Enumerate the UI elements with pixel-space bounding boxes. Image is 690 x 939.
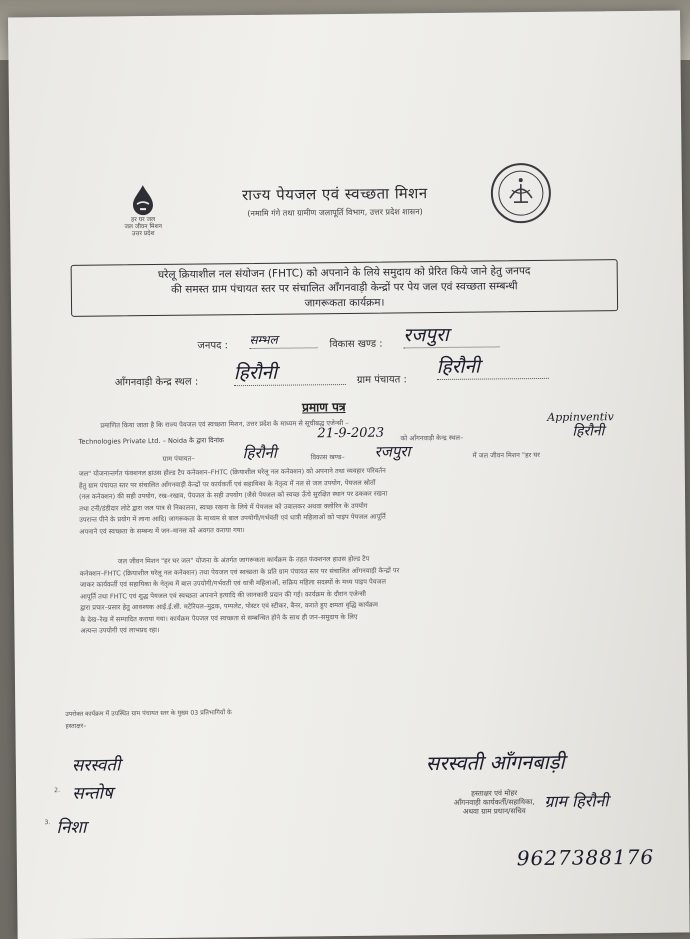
p1-line-3a: ग्राम पंचायत– — [162, 454, 195, 463]
worker-helper-label: आँगनवाड़ी कार्यकर्ती/सहायिका, — [453, 797, 535, 807]
block-value: रजपुरा — [403, 320, 499, 348]
pradhan-secretary-label: अथवा ग्राम प्रधान/सचिव — [462, 806, 526, 816]
participant-2-number: 2. — [54, 787, 61, 795]
anganwadi-signature: सरस्वती आँगनबाड़ी — [425, 749, 565, 776]
p2-line: कनेक्शन–FHTC (क्रियाशील घरेलू नल कनेक्शन) तथा पेयजल एवं स्वच्छता के प्रति ग्राम पंचायत स्तर पर संचालित आँगनवाड़ी केन्द्रों पर — [79, 565, 400, 578]
p1-line-2a: Technologies Private Ltd. – Noida के द्वारा दिनांक — [78, 436, 224, 446]
p2-line: अत्यन्त उपयोगी एवं लाभप्रद रहा। — [80, 625, 160, 635]
phone-number-handwritten: 9627388176 — [516, 844, 655, 871]
mission-title: राज्य पेयजल एवं स्वच्छता मिशन — [242, 184, 428, 205]
mission-subtitle: (नमामि गंगे तथा ग्रामीण जलापूर्ति विभाग, उत्तर प्रदेश शासन) — [247, 207, 423, 219]
certificate-title: प्रमाण पत्र — [302, 400, 346, 415]
certificate-document — [8, 10, 690, 939]
centre-handwritten: हिरौनी — [572, 423, 605, 440]
notice-line-1: घरेलू क्रियाशील नल संयोजन (FHTC) को अपनाने के लिये समुदाय को प्रेरित किये जाने हेतु जनपद — [157, 265, 531, 281]
p1-line-1: प्रमाणित किया जाता है कि राज्य पेयजल एवं स्वच्छता मिशन, उत्तर प्रदेश के माध्यम से सूचीबद्ध एजेन्सी – — [100, 418, 349, 430]
p2-line: आपूर्ति तथा FHTC एवं शुद्ध पेयजल एवं स्वच्छता अपनाने इत्यादि की जानकारी प्रदान की गई। कार्यक्रम के दौरान एजेन्सी — [80, 589, 367, 601]
participant-2-signature: सन्तोष — [72, 783, 113, 804]
paragraph-2 — [80, 551, 629, 637]
signature-and-seal-label: हस्ताक्षर एवं मोहर — [471, 788, 518, 798]
notice-line-3: जागरूकता कार्यक्रम। — [304, 296, 385, 310]
up-government-seal — [490, 162, 553, 229]
gram-panchayat-label: ग्राम पंचायत : — [356, 374, 407, 386]
p1-line-2b: को आँगनवाड़ी केन्द्र स्थल– — [400, 433, 464, 443]
panchayat-handwritten: हिरौनी — [242, 443, 277, 463]
p1-rest-line: अपनाने एवं स्वच्छता के सम्बन्ध में जन–मानस को अवगत कराया गया। — [79, 525, 245, 536]
p1-rest-line: (नल कनेक्शन) की सही उपयोग, रख–रखाव, पेयजल के सही उपयोग (जैसे पेयजल को स्वच्छ ऊँचे सुरक्षित स्थान पर ढककर रखना — [78, 489, 388, 501]
anganwadi-centre-label: आँगनवाड़ी केन्द्र स्थल : — [114, 376, 199, 389]
attendance-note-2: हस्ताक्षर– — [65, 722, 87, 730]
p1-rest-line: उपरान्त पीने के प्रयोग में लाना आदि) जागरूकता के माध्यम से बाल उपयोगी/गर्भवती एवं धात्री महिलाओं को पाइप पेयजल आपूर्ति — [79, 512, 386, 524]
header — [185, 183, 485, 220]
p1-rest-line: तथा टनी/डंडीदार लोटे द्वारा जल पात्र से निकालना, स्वच्छ रखना के लिये में पेयजल को उबालकर अथवा क्लोरिन के उपयोग — [79, 501, 368, 513]
p1-line-3b: विकास खण्ड– — [310, 453, 345, 462]
emblem-icon — [490, 162, 553, 225]
jal-jeevan-mission-logo — [118, 184, 169, 238]
participant-1-signature: सरस्वती — [71, 755, 121, 776]
attendance-note: उपरोक्त कार्यक्रम में उपस्थित ग्राम पंचायत स्तर के मुख्य 03 प्रतिभागियों के — [65, 709, 232, 718]
p2-line: जाकर कार्यकर्ती एवं सहायिका के नेतृत्व में बाल उपयोगी/गर्भवती एवं धात्री महिलाओं, सक्रिय महिला सदस्यों के मध्य पाइप पेयजल — [79, 577, 386, 589]
paragraph-1-rest — [79, 463, 628, 538]
district-label: जनपद : — [197, 340, 229, 352]
p2-line: के देख–रेख में सम्पादित कराया गया। कार्यक्रम पेयजल एवं स्वच्छता से सम्बन्धित होने के साथ ही जन–समुदाय के लिए — [80, 612, 358, 624]
p1-rest-line: हेतु ग्राम पंचायत स्तर पर संचालित आँगनवाड़ी केन्द्रों पर कार्यकर्ती एवं सहायिका के नेतृत्व में नल से जल उपयोग, पेयजल स्रोतों — [78, 478, 376, 490]
p2-line: द्वारा प्रचार–प्रसार हेतु आवश्यक आई.ई.सी. मटेरियल–मुद्रक, पम्पलेट, पोस्टर एवं स्टीकर, बैनर, कराते हुए क्षमता वृद्धि कार्यक्रम — [80, 600, 378, 612]
notice-line-2: की समस्त ग्राम पंचायत स्तर पर संचालित आँगनवाड़ी केन्द्रों पर पेय जल एवं स्वच्छता सम्बन्धी — [171, 280, 518, 296]
gram-panchayat-value: हिरौनी — [437, 352, 549, 380]
district-value: सम्भल — [249, 330, 317, 349]
date-handwritten: 21-9-2023 — [317, 425, 385, 442]
p1-line-3c: में जल जीवन मिशन "हर घर — [472, 450, 541, 460]
village-stamp-handwritten: ग्राम हिरौनी — [544, 791, 609, 811]
block-label: विकास खण्ड : — [329, 338, 383, 351]
water-drop-icon — [128, 184, 158, 216]
program-notice-box — [71, 259, 619, 317]
anganwadi-centre-value: हिरौनी — [234, 358, 346, 386]
p1-rest-line: जल" योजनान्तर्गत फंक्शनल हाउस होल्ड टैप कनेक्शन–FHTC (क्रियाशील घरेलू नल कनेक्शन) को अपनाने तथा व्यवहार परिवर्तन — [78, 466, 386, 478]
p2-line: जल जीवन मिशन "हर घर जल" योजना के अंतर्गत जागरूकता कार्यक्रम के तहत फंक्शनल हाउस होल्ड टैप — [117, 554, 370, 566]
logo-caption: हर घर जल जल जीवन मिशन उत्तर प्रदेश — [124, 215, 163, 238]
agency-handwritten: Appinventiv — [547, 410, 614, 424]
block-handwritten: रजपुरा — [374, 442, 411, 461]
participant-3-number: 3. — [44, 819, 51, 827]
participant-3-signature: निशा — [56, 817, 87, 839]
